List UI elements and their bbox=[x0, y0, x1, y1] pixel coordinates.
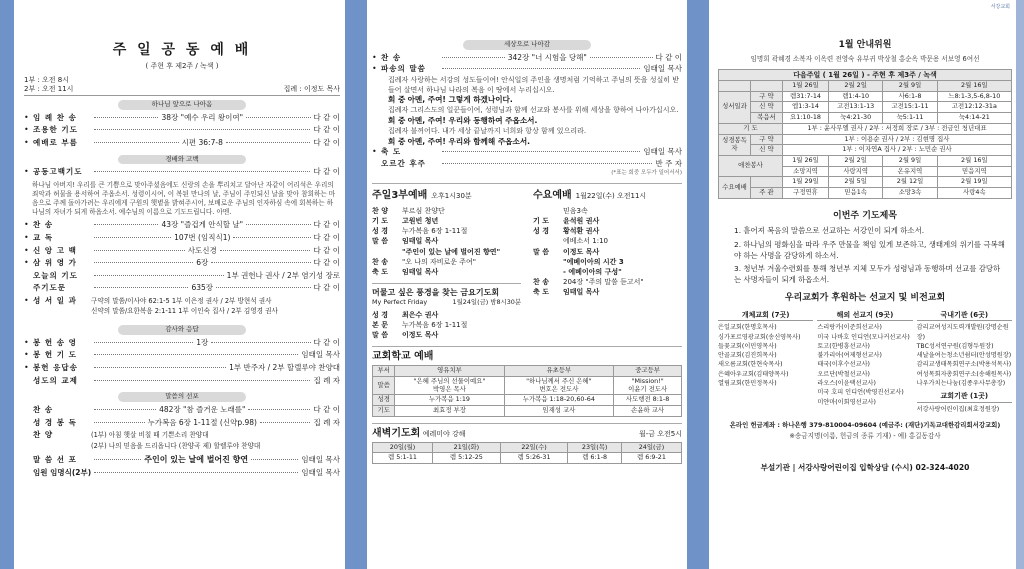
order-item: • 조용한 기도 다 같 이 bbox=[24, 125, 340, 135]
order-item: • 봉 헌 송 영 1장 다 같 이 bbox=[24, 337, 340, 347]
responsive-reading: 집례자 사랑하는 서강의 성도들이여! 안식일의 주인을 생명처럼 기억하고 주님의 뜻을 성실히 받들어 살면서 하나님 나라의 복음 이 땅에서 누리십시오. 회 중 아멘, 주여! 그렇게 하겠나이다. 집례자 그리스도의 일꾼들이여, 성령님과 함께 선교와 봉사를 위해 세상을 향하여 나아가십시오. 회 중 아멘, 주여! 우리와 동행하여 주옵소서. 집례자 불꺼어다. 내가 세상 끝날까지 너희와 항상 함께 있으리라. 회 중 아멘, 주여! 우리와 함께해 주옵소서. bbox=[388, 75, 680, 146]
prayer-topics-list bbox=[718, 221, 1012, 285]
order-item: • 파송의 말씀 임태일 목사 bbox=[372, 64, 682, 74]
order-item: 오늘의 기도 1부 권헌나 권사 / 2부 염기성 장로 bbox=[33, 270, 340, 280]
section-header: 세상으로 나아감 bbox=[463, 40, 591, 50]
page-subtitle: ( 주현 후 제2주 / 녹색 ) bbox=[145, 61, 219, 70]
missions-column: 해외 선교지 (9곳) 스리랑카(이준희선교사) 미국 나바호 인디언(모나커선교사) 토고(한병흥선교사) 불가리아(여제형선교사) 태국(이후수선교사) 오르단(박철선교사) 라오스(이윤택선교사) 미국 호피 인디언(박영진선교사) 미얀마(이회영선교사) bbox=[817, 310, 912, 414]
order-item: • 교 독 107번 (임직식1) 다 같 이 bbox=[24, 232, 340, 242]
standing-note: (*표는 회중 모두가 일어서서) bbox=[611, 170, 682, 177]
order-item: • 예배로 부름 시편 36:7-8 다 같 이 bbox=[24, 137, 340, 147]
missions-column: 개체교회 (7곳) 은일교회(한명호목사) 싱가포르영광교회(송신영목사) 들꽃교회(이민영목사) 안골교회(김진희목사) 새오름교회(한현숙목사) 은혜아우교회(김태양목사) 열림교회(한민정목사) bbox=[718, 310, 813, 414]
middle-fold-strip bbox=[345, 0, 367, 569]
leader: 집례 : 이정도 목사 bbox=[283, 84, 340, 93]
next-week-schedule-table: 다음주일 ( 1월 26일 ) - 주현 후 제3주 / 녹색 1월 26일 2월 2일 2월 9일 2월 16일 성서일과 구 약 렘31:7-14 렘1:4-10 사6:1-8 느8:1-3,5-6,8-10 신 약 엡1:3-14 고전13:1-13 고전15:1-11 고전12:12-31a 복음서 요1:10-18 눅4:21-30 눅5:1-11 눅4:14-21 기 도 1부 : 윤사무엘 권사 / 2부 : 서정희 장로 / 3부 : 전금인 청년대표 성경봉독자 구 약 1부 : 이용순 권사 / 2부 : 김현명 집사 신 약 1부 : 이자연A 집사 / 2부 : 노민순 권사 애찬봉사 1월 26일 2월 2일 2월 9일 2월 16일 소망지역 사랑지역 온유지역 믿음지역 수요예배 1월 29일 2월 5일 2월 12일 2월 19일 주 관 구정연휴 믿음1속 소망3속 사랑4속 bbox=[718, 69, 1012, 199]
sending-and-services-panel bbox=[372, 0, 682, 569]
ushers-names: 임명희 곽혜경 소복자 이옥련 전영숙 유부귀 박상철 홍순옥 박문용 서보영 6여선 bbox=[750, 54, 980, 63]
dawn-prayer-table: 20일(월) 21일(화) 22일(수) 23일(목) 24일(금) 렘 5:1-11 렘 5:12-25 렘 5:26-31 렘 6:1-8 렘 6:9-21 bbox=[372, 442, 682, 464]
wednesday-service-block: 수요예배 1월22일(수) 오전11시 믿음3속 기 도 윤석원 권사 성 경 황석환 권사 에베소서 1:10 말 씀 이정도 목사 "에베이아의 시간 3 - 에베이아의 구성" 찬 송 204장 "주의 말씀 듣고서" 축 도 임태일 목사 bbox=[533, 189, 647, 297]
online-offering-info: 온라인 헌금계좌 : 하나은행 379-810004-09604 (예금주: (재단)기독교대한감리회서강교회) bbox=[729, 421, 1001, 430]
right-fold-strip bbox=[687, 0, 709, 569]
order-item: 임원 임명식(2부) 임태일 목사 bbox=[33, 468, 340, 477]
section-header: 하나님 앞으로 나아옴 bbox=[118, 100, 246, 110]
prayer-topics-title: 이번주 기도제목 bbox=[833, 210, 897, 221]
confession-prayer-text: 하나님 아버지! 우리를 큰 기쁨으로 맞아주셨음에도 신랑의 손을 뿌리치고 달아난 자같이 어리석은 우리의 죄악과 허물을 용서하여 주옵소서. 성령이시여, 이 복된 만나의 날, 주님이 주인되신 날을 맞아 참회하는 마음으로 주께 돌아가려는 우리에게 구원의 햇볕을 밝혀주시어, 보배로운 주님의 인자하심 속에 회복하는 하나님의 자녀가 되게 하옵소서. 예수님의 이름으로 기도드립니다. 아멘. bbox=[32, 180, 336, 217]
order-item: • 봉헌 응답송 1부 반주자 / 2부 할렐루야 찬양대 bbox=[24, 363, 340, 373]
order-item: • 공동고백기도 다 같 이 bbox=[24, 167, 340, 177]
order-item: 오르간 후주 반 주 자 bbox=[381, 158, 682, 168]
friday-prayer-block: 머물고 싶은 풍경을 찾는 금요기도회 My Perfect Friday 1월24일(금) 밤8시30분 성 경 최은수 권사 본 문 누가복음 6장 1-11절 말 씀 이정도 목사 bbox=[372, 283, 521, 340]
section-header: 감사와 응답 bbox=[118, 325, 246, 335]
order-item: • 찬 송 342장 "너 시험을 당해" 다 같 이 bbox=[372, 52, 682, 62]
order-item: • 신 앙 고 백 사도신경 다 같 이 bbox=[24, 245, 340, 255]
right-edge-strip bbox=[1016, 0, 1024, 569]
order-item: 찬 양 (1부) 아침 햇살 비칠 때 기쁜소리 찬양대 bbox=[33, 430, 209, 440]
time-first: 1부 : 오전 8시 bbox=[24, 76, 69, 85]
list-item: 1. 흩어져 복음의 말씀으로 선교하는 서강인이 되게 하소서. bbox=[734, 226, 925, 236]
time-second: 2부 : 오전 11시 bbox=[24, 84, 74, 93]
order-item: 찬 송 482장 "참 즐거운 노래를" 다 같 이 bbox=[33, 405, 340, 415]
list-item: 2. 하나님의 평화심을 따라 우주 만물을 책임 있게 보존하고, 생태계의 위기를 극복해야 하는 사명을 감당하게 하소서. bbox=[734, 239, 1005, 260]
missions-title: 우리교회가 후원하는 선교지 및 비전교회 bbox=[784, 292, 946, 303]
left-edge-strip bbox=[0, 0, 14, 569]
section-header: 경배와 고백 bbox=[118, 155, 246, 165]
offering-note: ※송금지명(이름, 헌금의 종류 기재) - 예) 홍길동감사 bbox=[789, 431, 941, 440]
order-item: • 봉 헌 기 도 임태일 목사 bbox=[24, 350, 340, 360]
other-services-grid bbox=[372, 183, 682, 340]
missions-column: 국내기관 (6곳) 감리교여성지도력개발원(강명순원장) TBC성서연구원(김형두원장) 새날을여는청소년쉼터(안성명원장) 감리교생태목회연구소(박용석목사) 여성목회자총회연구소(송해원목사) 나우가치는나눔(김종우사무총장) 교회기관 (1곳) 서강사랑어린이집(최효정원장) bbox=[916, 310, 1012, 413]
order-item: 주기도문 635장 다 같 이 bbox=[33, 283, 340, 293]
missions-columns bbox=[718, 310, 1012, 414]
order-item: 성 경 봉 독 누가복음 6장 1-11절 (신약p.98) 집 례 자 bbox=[33, 417, 340, 427]
ushers-title: 1월 안내위원 bbox=[838, 40, 892, 50]
order-item: • 삼 위 영 가 6장 다 같 이 bbox=[24, 258, 340, 268]
page-title: 주 일 공 동 예 배 bbox=[112, 42, 252, 58]
church-school-block: 교회학교 예배 부서 영유치부 유초등부 중고등부 말씀 "은혜 주님의 선물이예요" 박영은 목사 "하나님께서 주신 은혜" 변호은 전도사 "Mission!" 이윤기 전도사 성경 누가복음 1:19 누가복음 1:18-20,60-64 사도행전 8:1-8 기도 최효정 부장 임재성 교사 손윤하 교사 bbox=[372, 346, 682, 416]
worship-order-panel bbox=[24, 0, 340, 569]
order-item: • 성 서 일 과 구약의 말씀/이사야 62:1-5 1부 이은정 권사 / 2부 방현석 권사 bbox=[24, 295, 272, 305]
third-service-block: 주일3부예배 오후1시30분 찬 양 부르심 찬양단 기 도 고원빈 청년 성 경 누가복음 6장 1-11절 말 씀 임태일 목사 "주인이 있는 날에 벌어진 향연" 찬 송 "오 나의 자비로운 주여" 축 도 임태일 목사 머물고 싶은 풍경을 찾는 금요기도회 My Perfect Friday 1월24일(금) 밤8시30분 성 경 최은수 권사 본 문 누가복음 6장 1-11절 말 씀 이정도 목사 bbox=[372, 189, 521, 340]
order-item: • 찬 송 43장 "즐겁게 안식할 날" 다 같 이 bbox=[24, 220, 340, 230]
section-header: 말씀의 선포 bbox=[118, 392, 246, 402]
order-item: • 임 례 찬 송 38장 "예수 우리 왕이여" 다 같 이 bbox=[24, 112, 340, 122]
list-item: 3. 청년부 겨울수련회를 통해 청년부 지체 모두가 성령님과 동행하며 선교를 감당하는 사명자들이 되게 하옵소서. bbox=[734, 263, 1001, 284]
order-item: 말 씀 선 포 주인이 있는 날에 벌어진 향연 임태일 목사 bbox=[33, 455, 340, 465]
order-item-continued: (2부) 나의 믿음을 드리옵니다 (찬양곡 제) 할렐루야 찬양대 bbox=[91, 441, 261, 450]
church-logo: 서강교회 bbox=[990, 4, 1010, 10]
dawn-prayer-block: 새벽기도회 예레미야 강해 월-금 오전5시 20일(월) 21일(화) 22일(수) 23일(목) 24일(금) 렘 5:1-11 렘 5:12-25 렘 5:26-31 렘 6:1-8 렘 6:9-21 bbox=[372, 423, 682, 464]
church-school-table: 부서 영유치부 유초등부 중고등부 말씀 "은혜 주님의 선물이예요" 박영은 목사 "하나님께서 주신 은혜" 변호은 전도사 "Mission!" 이윤기 전도사 성경 누가복음 1:19 누가복음 1:18-20,60-64 사도행전 8:1-8 기도 최효정 부장 임재성 교사 손윤하 교사 bbox=[372, 365, 682, 416]
order-item: 성도의 교제 집 례 자 bbox=[33, 375, 340, 385]
order-item-continued: 신약의 말씀/요한복음 2:1-11 1부 이인숙 집사 / 2부 김영경 권사 bbox=[91, 307, 278, 316]
service-times bbox=[24, 76, 340, 96]
announcements-panel bbox=[718, 0, 1012, 569]
affiliated-institution: 부설기관 | 서강사랑어린이집 입학상담 (수시) 02-324-4020 bbox=[760, 462, 970, 472]
order-item: • 축 도 임태일 목사 bbox=[372, 147, 682, 157]
